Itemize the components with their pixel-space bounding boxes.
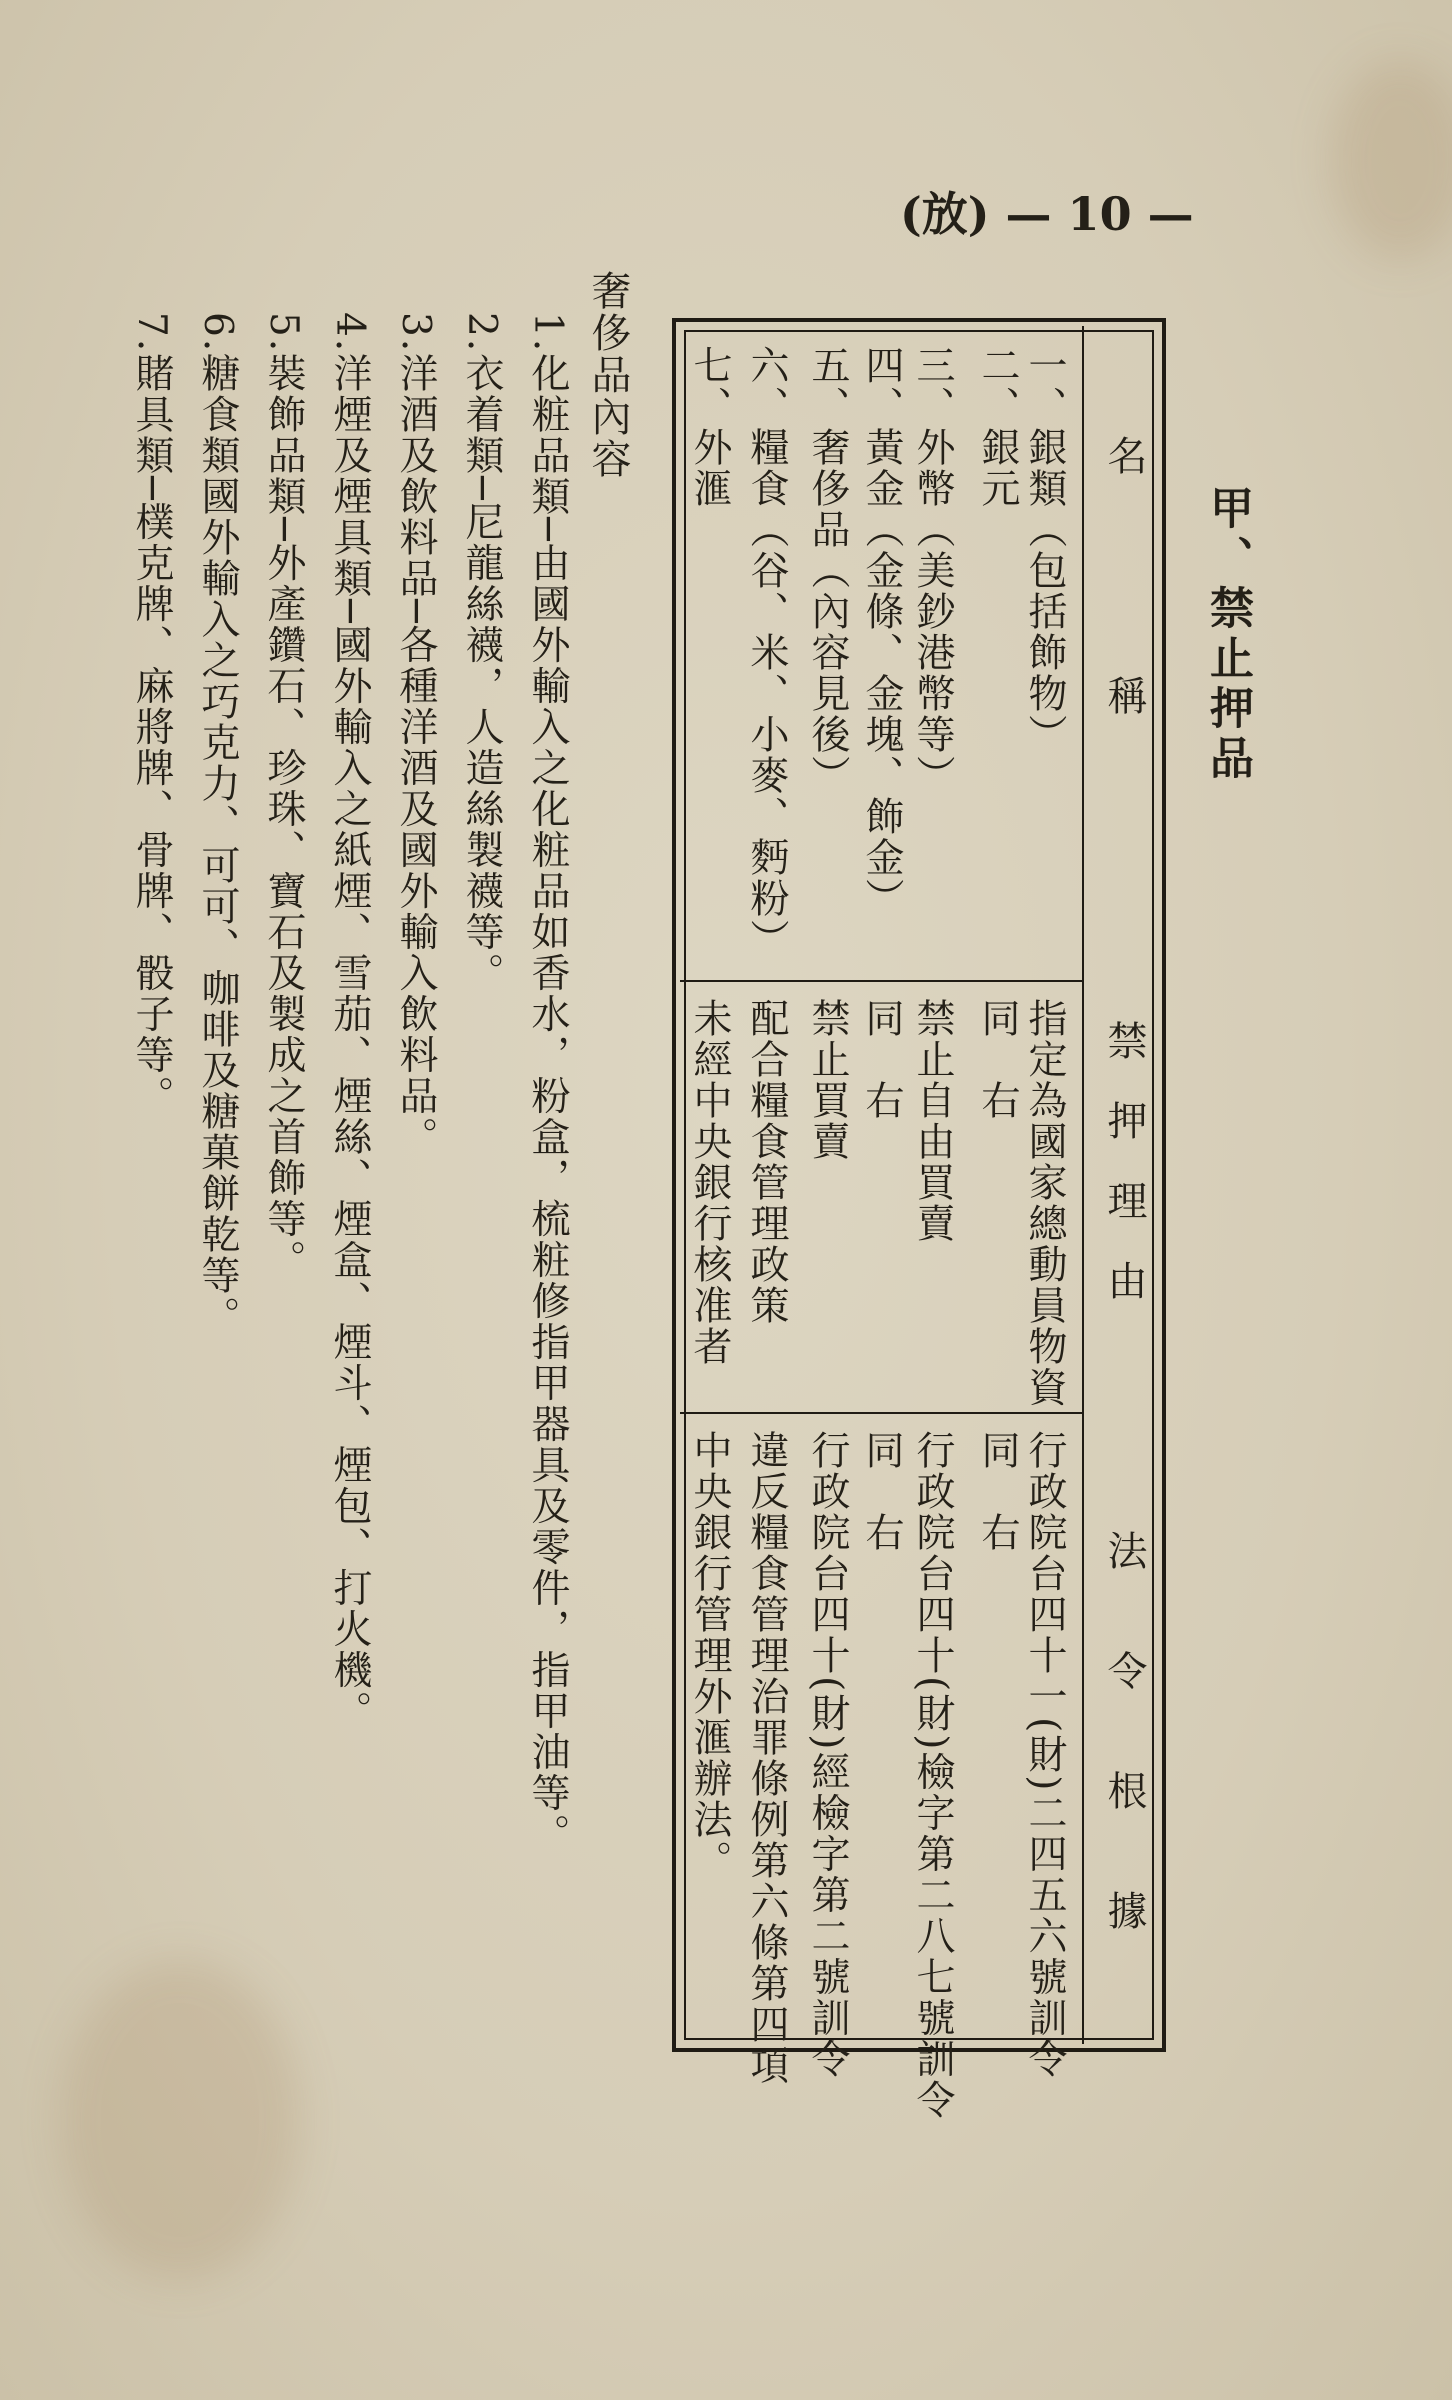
table-reason-cell: 未經中央銀行核准者 bbox=[687, 998, 732, 1367]
section-title: 甲、禁止押品 bbox=[1202, 485, 1253, 785]
luxury-item: 3.洋酒及飲料品─各種洋酒及國外輸入飲料品。 bbox=[393, 312, 438, 1158]
table-reason-cell: 禁止自由買賣 bbox=[910, 998, 955, 1244]
table-name-cell: 四、黃金（金條、金塊、飾金） bbox=[859, 345, 904, 919]
page-number: (放) — 10 — bbox=[900, 187, 1194, 241]
table-reason-cell: 禁止買賣 bbox=[805, 998, 850, 1162]
table-basis-cell: 中央銀行管理外滙辦法。 bbox=[687, 1430, 732, 1881]
table-reason-cell: 同 右 bbox=[975, 998, 1020, 1121]
table-name-cell: 五、奢侈品（內容見後） bbox=[805, 345, 850, 796]
header-reason: 禁 押 理 由 bbox=[1101, 1020, 1147, 1300]
luxury-item: 4.洋煙及煙具類─國外輸入之紙煙、雪茄、煙絲、煙盒、煙斗、煙包、打火機。 bbox=[327, 312, 372, 1732]
luxury-title: 奢侈品內容 bbox=[585, 270, 631, 480]
table-name-cell: 二、銀元 bbox=[975, 345, 1020, 509]
table-basis-cell: 行政院台四十一(財)二四五六號訓令 bbox=[1022, 1430, 1067, 2080]
luxury-item: 6.糖食類國外輸入之巧克力、可可、咖啡及糖菓餅乾等。 bbox=[195, 312, 240, 1338]
table-basis-cell: 行政院台四十(財)檢字第二八七號訓令 bbox=[910, 1430, 955, 2121]
header-separator bbox=[1082, 326, 1084, 2044]
header-basis: 法 令 根 據 bbox=[1101, 1530, 1147, 1930]
table-basis-cell: 違反糧食管理治罪條例第六條第四項 bbox=[744, 1430, 789, 2086]
luxury-item: 1.化粧品類─由國外輸入之化粧品如香水，粉盒，梳粧修指甲器具及零件，指甲油等。 bbox=[525, 312, 570, 1855]
table-name-cell: 三、外幣（美鈔港幣等） bbox=[910, 345, 955, 796]
column-separator bbox=[680, 1412, 1082, 1414]
luxury-item: 7.賭具類─樸克牌、麻將牌、骨牌、骰子等。 bbox=[129, 312, 174, 1117]
header-name: 名 稱 bbox=[1101, 435, 1147, 715]
table-reason-cell: 同 右 bbox=[859, 998, 904, 1121]
table-basis-cell: 行政院台四十(財)經檢字第二號訓令 bbox=[805, 1430, 850, 2080]
table-name-cell: 七、外滙 bbox=[687, 345, 732, 509]
table-reason-cell: 指定為國家總動員物資 bbox=[1022, 998, 1067, 1408]
age-stain bbox=[60, 1960, 300, 2280]
table-basis-cell: 同 右 bbox=[975, 1430, 1020, 1553]
luxury-item: 2.衣着類─尼龍絲襪，人造絲製襪等。 bbox=[459, 312, 504, 994]
table-name-cell: 六、糧食（谷、米、小麥、麪粉） bbox=[744, 345, 789, 960]
table-reason-cell: 配合糧食管理政策 bbox=[744, 998, 789, 1326]
column-separator bbox=[680, 980, 1082, 982]
luxury-item: 5.裝飾品類─外產鑽石、珍珠、寶石及製成之首飾等。 bbox=[261, 312, 306, 1281]
table-basis-cell: 同 右 bbox=[859, 1430, 904, 1553]
table-name-cell: 一、銀類（包括飾物） bbox=[1022, 345, 1067, 755]
